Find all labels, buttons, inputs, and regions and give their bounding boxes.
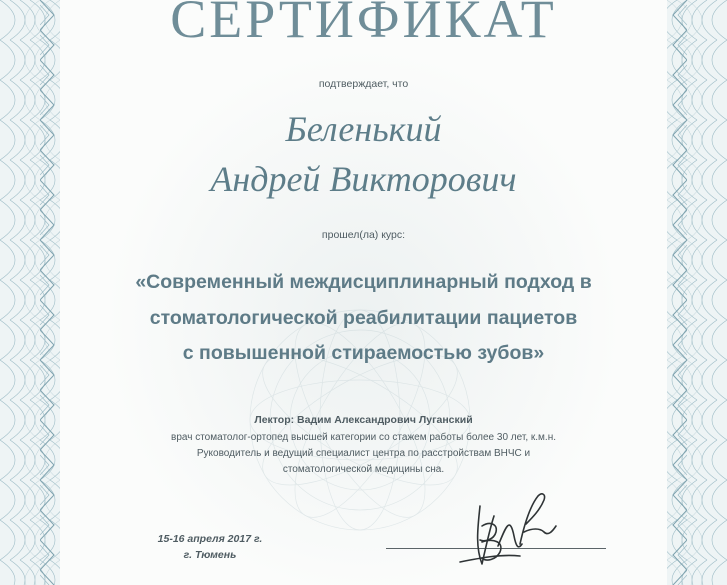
lecturer-desc-line-2: Руководитель и ведущий специалист центра по расстройствам ВНЧС и [196, 448, 531, 459]
recipient-given-names: Андрей Викторович [210, 159, 517, 199]
course-city: г. Тюмень [183, 549, 237, 561]
course-title-line-1: «Современный междисциплинарный подход в [135, 271, 592, 293]
completed-course-text: прошел(ла) курс: [321, 229, 406, 241]
confirms-text: подтверждает, что [318, 78, 409, 90]
certificate-body [60, 0, 667, 585]
lecturer-desc-line-3: стоматологической медицины сна. [282, 464, 445, 475]
course-title-line-3: с повышенной стираемостью зубов» [182, 342, 545, 364]
certificate-title: СЕРТИФИКАТ [170, 0, 557, 49]
recipient-surname: Беленький [285, 109, 442, 149]
handwritten-signature [420, 466, 570, 576]
course-date: 15-16 апреля 2017 г. [157, 533, 263, 545]
left-guilloche-border [0, 0, 60, 585]
right-guilloche-border [667, 0, 727, 585]
lecturer-desc-line-1: врач стоматолог-ортопед высшей категории со стажем работы более 30 лет, к.м.н. [171, 432, 556, 443]
course-title-line-2: стоматологической реабилитации пациетов [149, 307, 578, 329]
lecturer-name: Лектор: Вадим Александрович Луганский [254, 414, 473, 426]
